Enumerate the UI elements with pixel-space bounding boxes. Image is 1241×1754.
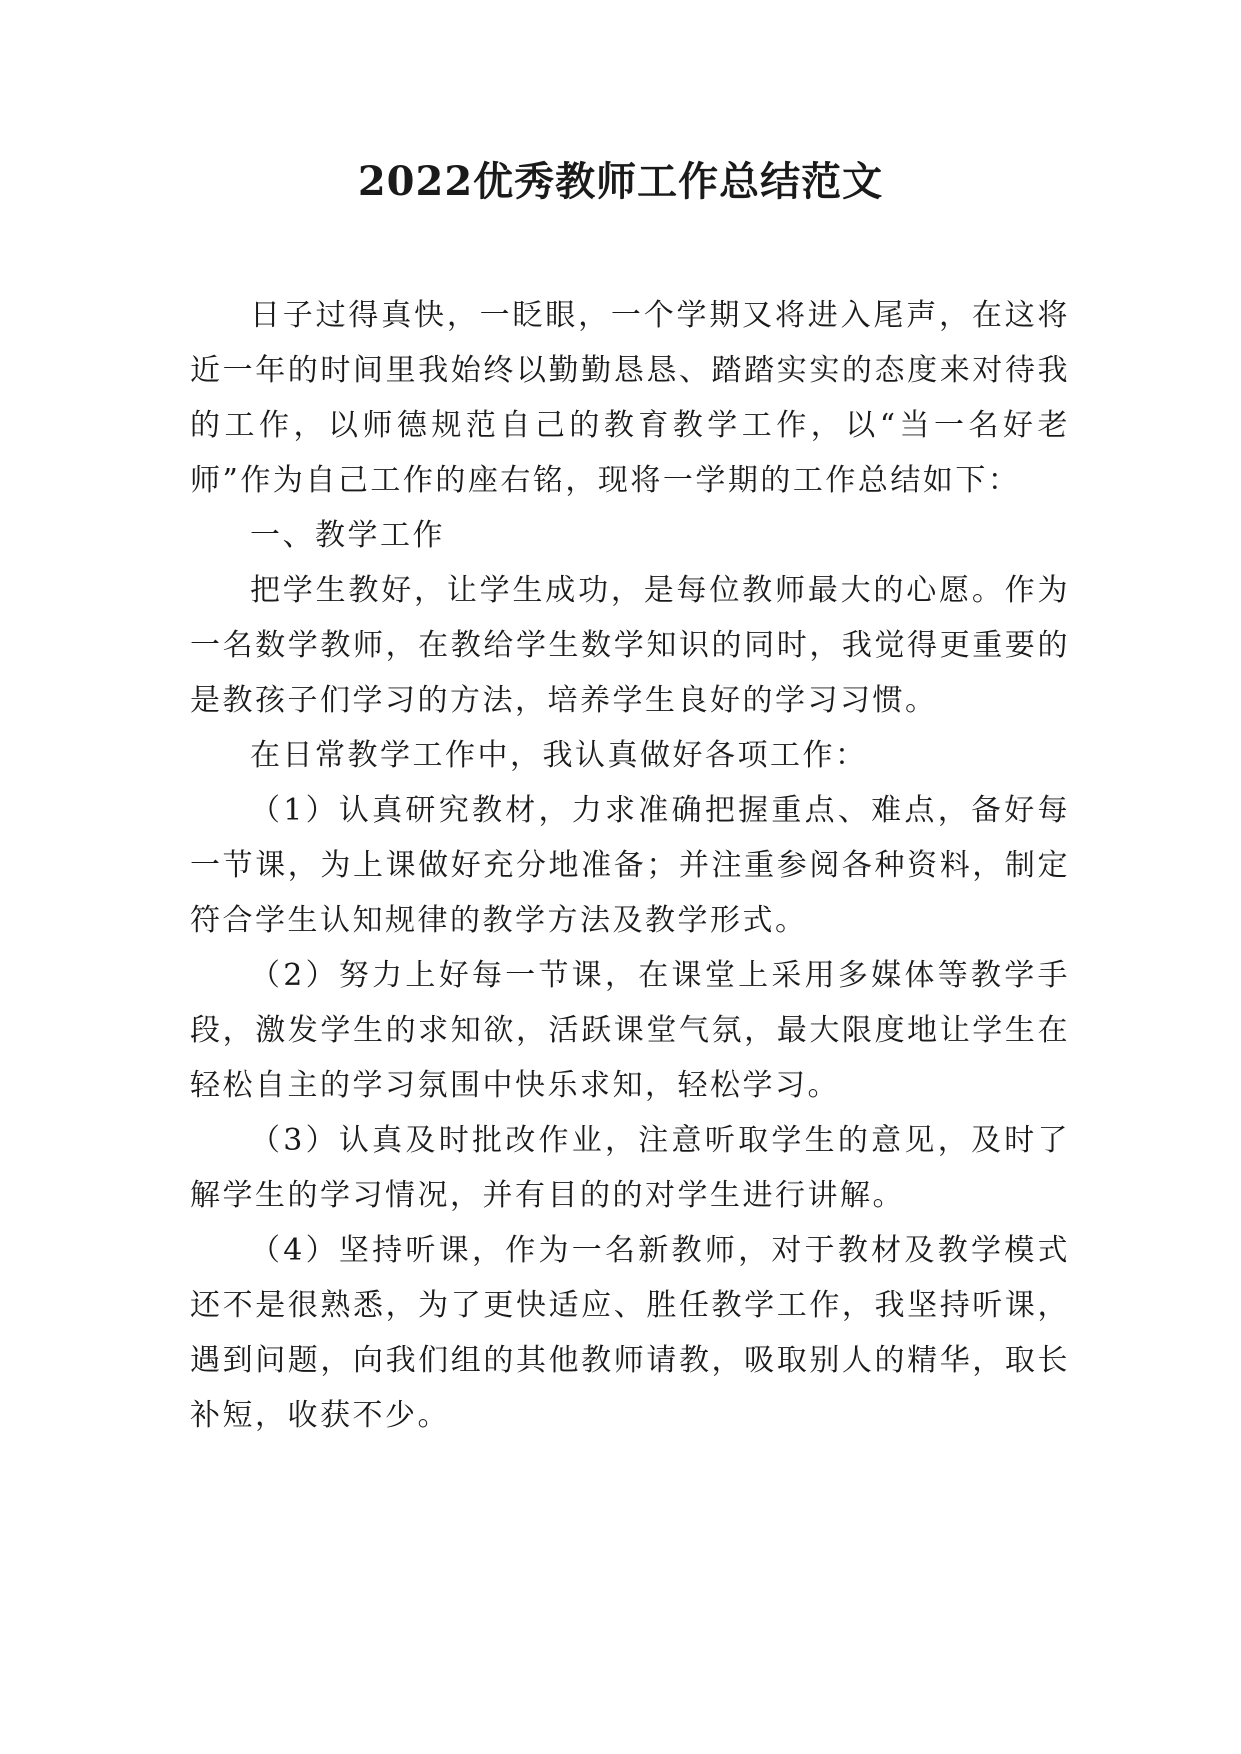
list-item-4: （4）坚持听课，作为一名新教师，对于教材及教学模式还不是很熟悉，为了更快适应、胜任教学工作，我坚持听课，遇到问题，向我们组的其他教师请教，吸取别人的精华，取长补短，收获不少。 xyxy=(190,1233,1070,1433)
list-item-3: （3）认真及时批改作业，注意听取学生的意见，及时了解学生的学习情况，并有目的的对学生进行讲解。 xyxy=(190,1123,1070,1213)
paragraph-intro: 日子过得真快，一眨眼，一个学期又将进入尾声，在这将近一年的时间里我始终以勤勤恳恳、踏踏实实的态度来对待我的工作，以师德规范自己的教育教学工作，以“当一名好老师”作为自己工作的座右铭，现将一学期的工作总结如下： xyxy=(190,298,1070,498)
list-item-1: （1）认真研究教材，力求准确把握重点、难点，备好每一节课，为上课做好充分地准备；并注重参阅各种资料，制定符合学生认知规律的教学方法及教学形式。 xyxy=(190,793,1070,938)
list-item-2: （2）努力上好每一节课，在课堂上采用多媒体等教学手段，激发学生的求知欲，活跃课堂气氛，最大限度地让学生在轻松自主的学习氛围中快乐求知，轻松学习。 xyxy=(190,958,1070,1103)
paragraph: 把学生教好，让学生成功，是每位教师最大的心愿。作为一名数学教师，在教给学生数学知识的同时，我觉得更重要的是教孩子们学习的方法，培养学生良好的学习习惯。 xyxy=(190,573,1070,718)
section-heading-teaching: 一、教学工作 xyxy=(250,518,445,553)
document-title: 2022优秀教师工作总结范文 xyxy=(357,158,884,205)
paragraph: 在日常教学工作中，我认真做好各项工作： xyxy=(250,738,868,773)
document-body xyxy=(190,288,1070,1443)
